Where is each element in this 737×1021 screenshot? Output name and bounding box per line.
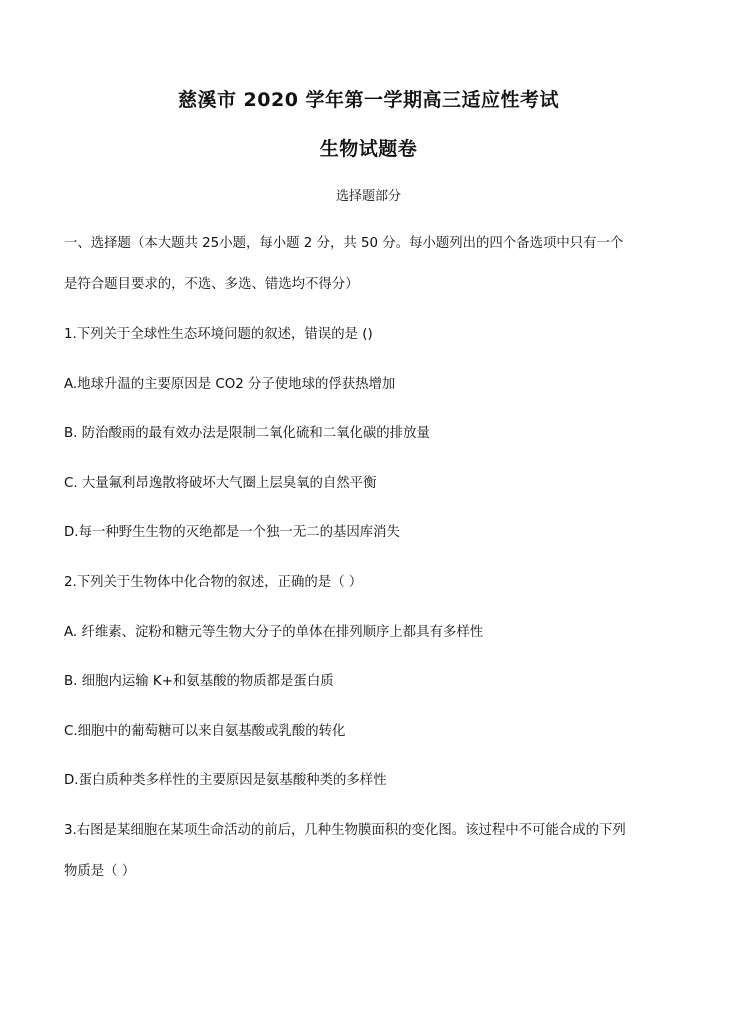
exam-title: 慈溪市 2020 学年第一学期高三适应性考试 [177, 89, 560, 111]
instructions-line-2: 是符合题目要求的，不选、多选、错选均不得分） [64, 277, 359, 292]
question-1-option-b: B. 防治酸雨的最有效办法是限制二氧化硫和二氧化碳的排放量 [64, 426, 430, 441]
question-1-option-c: C. 大量氟利昂逸散将破坏大气圈上层臭氧的自然平衡 [64, 476, 377, 491]
exam-subtitle: 生物试题卷 [319, 138, 418, 160]
question-1-option-a: A.地球升温的主要原因是 CO2 分子使地球的俘获热增加 [64, 377, 396, 392]
question-2-option-b: B. 细胞内运输 K+和氨基酸的物质都是蛋白质 [64, 674, 334, 689]
question-3-stem-line-2: 物质是（ ） [64, 864, 136, 879]
question-2-option-c: C.细胞中的葡萄糖可以来自氨基酸或乳酸的转化 [64, 724, 346, 739]
question-2-stem: 2.下列关于生物体中化合物的叙述，正确的是（ ） [64, 575, 363, 590]
instructions-line-1: 一、选择题（本大题共 25小题，每小题 2 分，共 50 分。每小题列出的四个备选项中只有一个 [64, 236, 624, 251]
section-heading: 选择题部分 [335, 189, 401, 204]
question-2-option-d: D.蛋白质种类多样性的主要原因是氨基酸种类的多样性 [64, 773, 387, 788]
question-3-stem-line-1: 3.右图是某细胞在某项生命活动的前后，几种生物膜面积的变化图。该过程中不可能合成的下列 [64, 823, 626, 838]
question-2-option-a: A. 纤维素、淀粉和糖元等生物大分子的单体在排列顺序上都具有多样性 [64, 625, 484, 640]
question-1-option-d: D.每一种野生生物的灭绝都是一个独一无二的基因库消失 [64, 525, 400, 540]
question-1-stem: 1.下列关于全球性生态环境问题的叙述，错误的是 () [64, 327, 373, 342]
